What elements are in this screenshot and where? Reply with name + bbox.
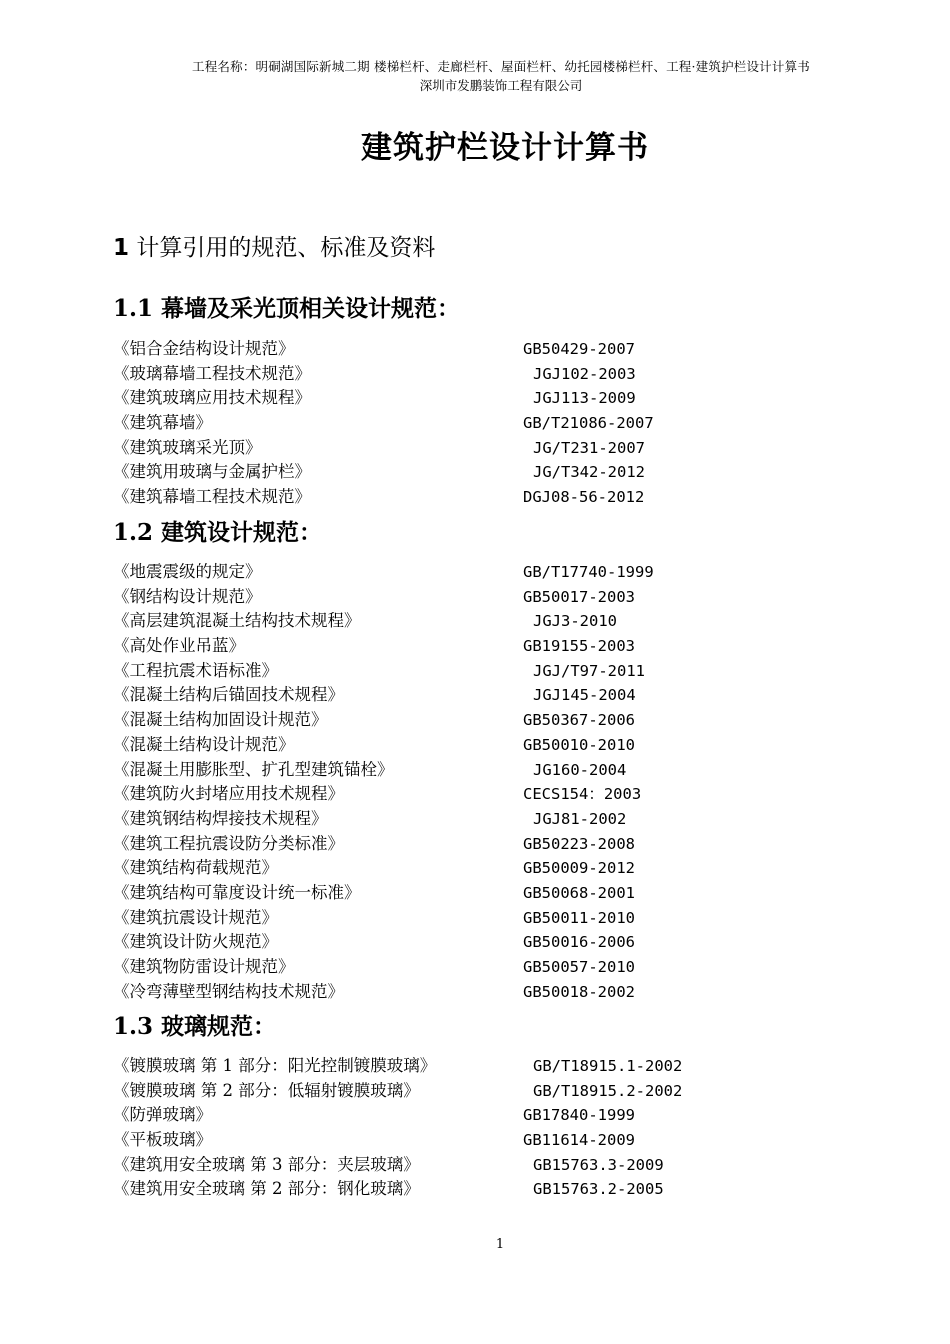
- standard-code: GB50223-2008: [523, 834, 635, 853]
- standard-row: [113, 856, 833, 881]
- standard-code: GB50429-2007: [523, 340, 635, 358]
- standard-code: GB15763.2-2005: [533, 1180, 664, 1199]
- standard-code: GB11614-2009: [523, 1131, 635, 1150]
- standard-row: [113, 585, 833, 610]
- standard-name: 《平板玻璃》: [113, 1130, 212, 1150]
- standard-row: [113, 362, 833, 387]
- standard-name: 《工程抗震术语标准》: [113, 660, 278, 680]
- standard-row: [113, 955, 833, 980]
- standard-name: 《建筑用安全玻璃 第 2 部分：钢化玻璃》: [113, 1179, 420, 1199]
- standard-name: 《建筑结构可靠度设计统一标准》: [113, 882, 361, 902]
- standard-code: JG/T342-2012: [533, 463, 645, 482]
- standard-name: 《防弹玻璃》: [113, 1105, 212, 1125]
- standard-name: 《建筑设计防火规范》: [113, 932, 278, 952]
- standard-code: JGJ81-2002: [533, 809, 627, 828]
- standard-row: [113, 1054, 833, 1079]
- standard-code: GB50009-2012: [523, 859, 635, 878]
- standard-code: GB50068-2001: [523, 883, 635, 902]
- standard-name: 《建筑幕墙》: [113, 413, 212, 433]
- standard-row: [113, 832, 833, 857]
- section-1-number: 1: [113, 235, 130, 261]
- standard-name: 《建筑工程抗震设防分类标准》: [113, 833, 344, 853]
- standard-row: [113, 386, 833, 411]
- standard-name: 《建筑用玻璃与金属护栏》: [113, 462, 311, 482]
- standard-code: JGJ145-2004: [533, 686, 636, 705]
- standard-code: JGJ113-2009: [533, 389, 636, 408]
- section-1-text: 计算引用的规范、标准及资料: [129, 235, 436, 261]
- standard-name: 《混凝土用膨胀型、扩孔型建筑锚栓》: [113, 759, 394, 779]
- standard-code: GB50011-2010: [523, 908, 635, 927]
- standard-row: [113, 1177, 833, 1202]
- standard-name: 《冷弯薄壁型钢结构技术规范》: [113, 981, 344, 1001]
- standard-name: 《建筑结构荷载规范》: [113, 858, 278, 878]
- standard-code: GB50017-2003: [523, 587, 635, 606]
- standard-code: GB50016-2006: [523, 933, 635, 952]
- standard-row: [113, 337, 833, 362]
- standard-row: [113, 708, 833, 733]
- standard-name: 《建筑防火封堵应用技术规程》: [113, 784, 344, 804]
- standard-code: JG160-2004: [533, 760, 627, 779]
- page-header-project: 工程名称：明硐湖国际新城二期 楼梯栏杆、走廊栏杆、屋面栏杆、幼托园楼梯栏杆、工程·建筑护栏设计计算书: [192, 59, 810, 74]
- standard-name: 《建筑物防雷设计规范》: [113, 957, 295, 976]
- standard-name: 《镀膜玻璃 第 1 部分：阳光控制镀膜玻璃》: [113, 1056, 437, 1075]
- standard-code: GB15763.3-2009: [533, 1155, 664, 1174]
- standard-row: [113, 560, 833, 585]
- section-1-heading: [113, 229, 435, 262]
- standard-row: [113, 733, 833, 758]
- standard-code: DGJ08-56-2012: [523, 488, 645, 507]
- standard-name: 《高处作业吊蓝》: [113, 636, 245, 656]
- standard-name: 《混凝土结构后锚固技术规程》: [113, 685, 344, 705]
- standard-code: GB50367-2006: [523, 711, 635, 730]
- standard-name: 《建筑幕墙工程技术规范》: [113, 487, 311, 507]
- section-1-3-list: [113, 1054, 833, 1202]
- standard-row: [113, 460, 833, 485]
- standard-code: GB50057-2010: [523, 958, 635, 976]
- standard-code: GB50010-2010: [523, 735, 635, 754]
- standard-row: [113, 411, 833, 436]
- standard-code: GB19155-2003: [523, 637, 635, 656]
- standard-name: 《地震震级的规定》: [113, 562, 262, 581]
- standard-code: GB/T21086-2007: [523, 414, 654, 433]
- document-title: 建筑护栏设计计算书: [361, 130, 649, 166]
- standard-row: [113, 485, 833, 510]
- section-1-3-heading: 1.3 玻璃规范：: [113, 1013, 277, 1040]
- standard-row: [113, 683, 833, 708]
- standard-code: CECS154：2003: [523, 785, 642, 804]
- section-1-2-list: [113, 560, 833, 1004]
- standard-name: 《建筑钢结构焊接技术规程》: [113, 808, 328, 828]
- standard-row: [113, 782, 833, 807]
- standard-name: 《混凝土结构设计规范》: [113, 734, 295, 754]
- standard-name: 《钢结构设计规范》: [113, 586, 262, 606]
- page-number: 1: [495, 1237, 505, 1252]
- standard-row: [113, 659, 833, 684]
- standard-row: [113, 436, 833, 461]
- standard-name: 《建筑用安全玻璃 第 3 部分：夹层玻璃》: [113, 1154, 420, 1174]
- standard-row: [113, 1153, 833, 1178]
- standard-name: 《建筑玻璃应用技术规程》: [113, 388, 311, 408]
- standard-row: [113, 1128, 833, 1153]
- standard-name: 《建筑玻璃采光顶》: [113, 437, 262, 457]
- standard-row: [113, 906, 833, 931]
- standard-code: GB50018-2002: [523, 982, 635, 1001]
- standard-code: GB/T18915.1-2002: [533, 1057, 683, 1075]
- standard-name: 《混凝土结构加固设计规范》: [113, 710, 328, 730]
- section-1-2-heading: 1.2 建筑设计规范：: [113, 519, 323, 546]
- standard-name: 《建筑抗震设计规范》: [113, 907, 278, 927]
- standard-row: [113, 758, 833, 783]
- standard-row: [113, 980, 833, 1005]
- page-header-company: 深圳市发鹏装饰工程有限公司: [419, 78, 583, 93]
- standard-name: 《高层建筑混凝土结构技术规程》: [113, 611, 361, 631]
- section-1-1-heading: 1.1 幕墙及采光顶相关设计规范：: [113, 295, 461, 322]
- standard-code: JGJ102-2003: [533, 364, 636, 383]
- standard-code: GB/T18915.2-2002: [533, 1081, 683, 1100]
- standard-row: [113, 807, 833, 832]
- standard-row: [113, 1103, 833, 1128]
- standard-row: [113, 609, 833, 634]
- standard-code: JGJ3-2010: [533, 612, 617, 631]
- standard-code: GB/T17740-1999: [523, 563, 654, 581]
- standard-name: 《玻璃幕墙工程技术规范》: [113, 363, 311, 383]
- standard-name: 《镀膜玻璃 第 2 部分：低辐射镀膜玻璃》: [113, 1080, 420, 1100]
- standard-row: [113, 881, 833, 906]
- standard-name: 《铝合金结构设计规范》: [113, 339, 295, 358]
- standard-code: JGJ/T97-2011: [533, 661, 645, 680]
- standard-row: [113, 930, 833, 955]
- standard-code: JG/T231-2007: [533, 438, 645, 457]
- standard-code: GB17840-1999: [523, 1106, 635, 1125]
- section-1-1-list: [113, 337, 833, 510]
- standard-row: [113, 1079, 833, 1104]
- standard-row: [113, 634, 833, 659]
